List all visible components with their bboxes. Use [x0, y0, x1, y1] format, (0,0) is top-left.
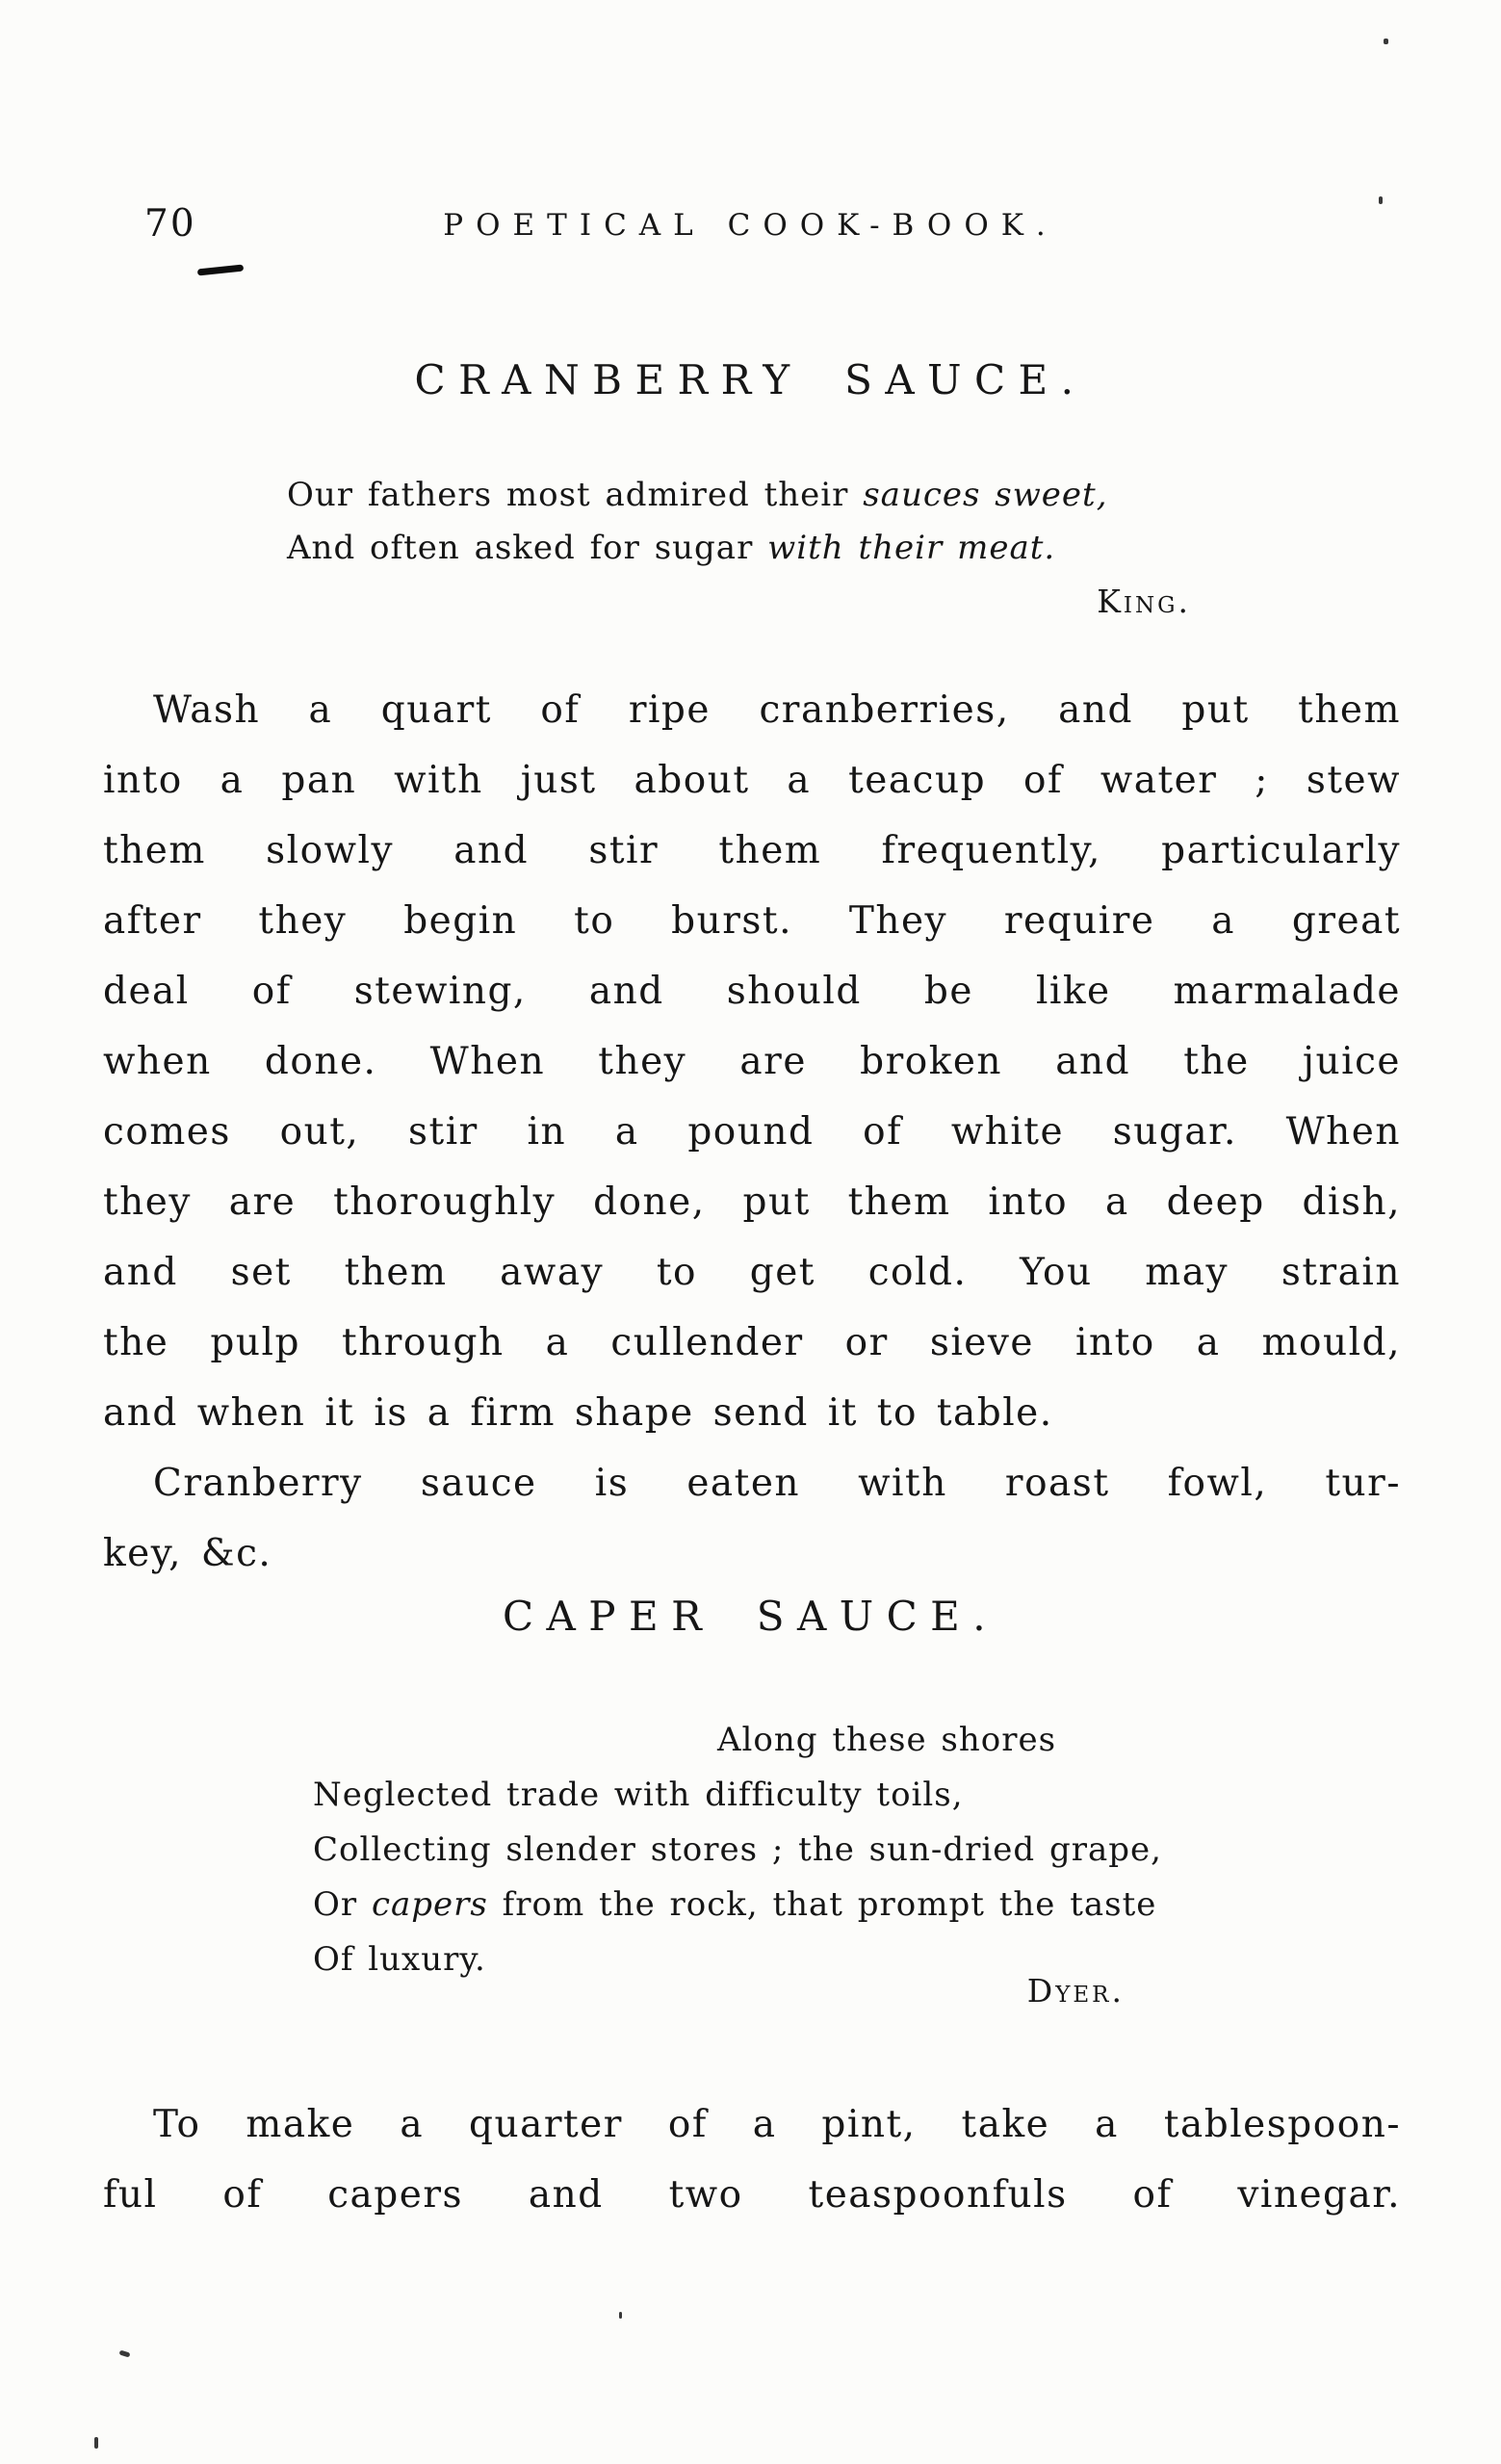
cranberry-epigraph [287, 469, 1108, 575]
scan-speck [1379, 196, 1383, 204]
epigraph-text: And often asked for sugar [287, 529, 768, 567]
scan-speck [94, 2437, 98, 2449]
body-line: when done. When they are broken and the juice [103, 1040, 1401, 1083]
body-line: and when it is a firm shape send it to table. [103, 1391, 1053, 1435]
epigraph-text: from the rock, that prompt the taste [487, 1885, 1157, 1924]
body-line: into a pan with just about a teacup of water ; stew [103, 759, 1401, 802]
cranberry-paragraph-1 [103, 675, 1401, 1448]
scan-dash-mark [197, 265, 244, 276]
epigraph-line: Neglected trade with difficulty toils, [313, 1776, 964, 1814]
epigraph-text: Our fathers most admired their [287, 476, 864, 514]
cranberry-sauce-heading: CRANBERRY SAUCE. [414, 356, 1087, 403]
body-line: Cranberry sauce is eaten with roast fowl, tur- [153, 1462, 1401, 1505]
body-line: they are thoroughly done, put them into a deep dish, [103, 1180, 1401, 1224]
epigraph-line: Collecting slender stores ; the sun-dried grape, [313, 1830, 1162, 1869]
body-line: after they begin to burst. They require a great [103, 899, 1401, 943]
page-number: 70 [144, 202, 196, 246]
body-line: them slowly and stir them frequently, particularly [103, 829, 1401, 872]
body-line: To make a quarter of a pint, take a tablespoon- [153, 2103, 1401, 2146]
epigraph-italic-text: capers [371, 1885, 488, 1924]
epigraph-line [287, 469, 1108, 522]
body-line: comes out, stir in a pound of white sugar. When [103, 1110, 1401, 1154]
epigraph-attribution-dyer: Dyer. [1026, 1972, 1125, 2010]
body-line: Wash a quart of ripe cranberries, and put them [153, 688, 1401, 732]
caper-sauce-heading: CAPER SAUCE. [502, 1593, 999, 1640]
body-line: and set them away to get cold. You may strain [103, 1251, 1401, 1294]
epigraph-line [287, 522, 1108, 575]
epigraph-line: Along these shores [717, 1721, 1057, 1759]
scan-speck [1384, 39, 1388, 44]
epigraph-attribution-king: King. [1097, 583, 1191, 620]
scan-speck [118, 2349, 130, 2357]
scan-speck [619, 2312, 622, 2319]
body-line: key, &c. [103, 1532, 272, 1575]
body-line: the pulp through a cullender or sieve into a mould, [103, 1321, 1401, 1364]
body-line: ful of capers and two teaspoonfuls of vinegar. [103, 2173, 1401, 2217]
epigraph-italic-text: with their meat. [767, 529, 1056, 567]
epigraph-line [313, 1878, 1162, 1932]
caper-paragraph-1 [103, 2089, 1401, 2230]
running-header: POETICAL COOK-BOOK. [443, 208, 1058, 243]
caper-epigraph [313, 1713, 1162, 1987]
body-line: deal of stewing, and should be like marmalade [103, 970, 1401, 1013]
cranberry-paragraph-2 [103, 1448, 1401, 1589]
epigraph-text: Or [313, 1885, 372, 1924]
epigraph-line: Of luxury. [313, 1940, 486, 1979]
epigraph-italic-text: sauces sweet, [863, 476, 1108, 514]
